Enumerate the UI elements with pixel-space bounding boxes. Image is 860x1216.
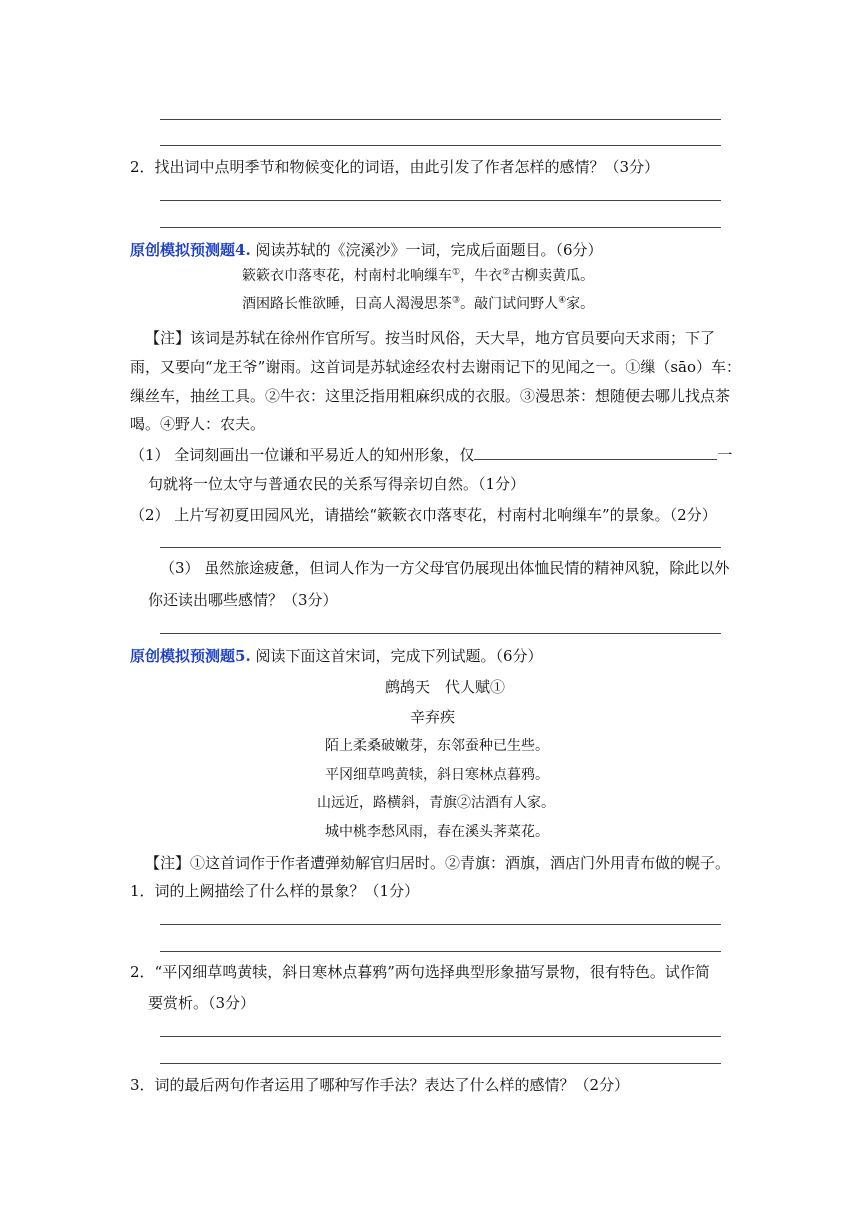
- question-5-3: 3．词的最后两句作者运用了哪种写作手法？表达了什么样的感情？（2分）: [130, 1076, 630, 1094]
- question-5-2: 2．“平冈细草鸣黄犊，斜日寒林点暮鸦”两句选择典型形象描写景物，很有特色。试作简: [130, 963, 710, 981]
- section-5-heading: [130, 646, 543, 666]
- section-5-label: 原创模拟预测题5.: [130, 647, 251, 665]
- poem-text: 古柳卖黄瓜。: [510, 268, 595, 284]
- answer-line[interactable]: [160, 633, 721, 634]
- poem-line: 陌上柔桑破嫩芽，东邻蚕种已生些。: [325, 738, 549, 754]
- answer-line[interactable]: [160, 145, 721, 146]
- poem-line: [242, 294, 594, 314]
- footnote-marker: ②: [502, 267, 511, 278]
- note-line: 缫丝车，抽丝工具。②牛衣：这里泛指用粗麻织成的衣服。③漫思茶：想随便去哪儿找点茶: [130, 387, 731, 405]
- answer-line[interactable]: [160, 951, 721, 952]
- question-4-1-cont: 句就将一位太守与普通农民的关系写得亲切自然。（1分）: [148, 475, 526, 493]
- question-4-2: （2） 上片写初夏田园风光，请描绘“簌簌衣巾落枣花，村南村北响缫车”的景象。（2分）: [130, 506, 717, 524]
- poem-line: 城中桃李愁风雨，春在溪头荠菜花。: [325, 824, 549, 840]
- question-4-1: [130, 445, 732, 465]
- question-5-1: 1．词的上阙描绘了什么样的景象？（1分）: [130, 882, 420, 900]
- poem-line: [242, 266, 594, 286]
- section-4-intro: 阅读苏轼的《浣溪沙》一词，完成后面题目。（6分）: [255, 241, 603, 259]
- section-4-label: 原创模拟预测题4.: [130, 241, 251, 259]
- answer-line[interactable]: [160, 547, 721, 548]
- poem-line: 平冈细草鸣黄犊，斜日寒林点暮鸦。: [325, 767, 549, 783]
- answer-line[interactable]: [160, 200, 721, 201]
- question-text: 一: [717, 446, 733, 464]
- section-4-heading: [130, 240, 603, 260]
- note-line: 喝。④野人：农夫。: [130, 415, 266, 433]
- answer-line[interactable]: [160, 924, 721, 925]
- question-5-2-cont: 要赏析。（3分）: [148, 994, 256, 1012]
- question-2-prev: 2．找出词中点明季节和物候变化的词语，由此引发了作者怎样的感情？（3分）: [130, 158, 660, 176]
- poem-title: 鹧鸪天 代人赋①: [385, 678, 506, 696]
- footnote-marker: ①: [452, 267, 461, 278]
- answer-line[interactable]: [160, 1063, 721, 1064]
- question-4-3: （3） 虽然旅途疲惫，但词人作为一方父母官仍展现出体恤民情的精神风貌，除此以外: [160, 559, 730, 577]
- note-line: 【注】①这首词作于作者遭弹劾解官归居时。②青旗：酒旗，酒店门外用青布做的幌子。: [145, 854, 731, 872]
- poem-text: 酒困路长惟欲睡，日高人渴漫思茶: [242, 296, 452, 312]
- answer-line[interactable]: [160, 119, 721, 120]
- answer-line[interactable]: [160, 227, 721, 228]
- answer-line[interactable]: [160, 1036, 721, 1037]
- poem-line: 山远近，路横斜，青旗②沽酒有人家。: [317, 795, 555, 811]
- poem-text: 簌簌衣巾落枣花，村南村北响缫车: [242, 268, 452, 284]
- poem-text: 。敲门试问野人: [460, 296, 559, 312]
- question-4-3-cont: 你还读出哪些感情？（3分）: [148, 591, 338, 609]
- note-line: 【注】该词是苏轼在徐州作官所写。按当时风俗，天大旱，地方官员要向天求雨；下了: [145, 329, 716, 347]
- fill-in-blank[interactable]: [474, 445, 717, 460]
- poem-text: 家。: [566, 296, 595, 312]
- note-line: 雨，又要向“龙王爷”谢雨。这首词是苏轼途经农村去谢雨记下的见闻之一。①缫（sāo）车：: [130, 358, 742, 376]
- footnote-marker: ④: [558, 295, 567, 306]
- poem-author: 辛弃疾: [410, 708, 456, 726]
- section-5-intro: 阅读下面这首宋词，完成下列试题。（6分）: [255, 647, 543, 665]
- footnote-marker: ③: [452, 295, 461, 306]
- question-text: （1） 全词刻画出一位谦和平易近人的知州形象，仅: [130, 446, 475, 464]
- poem-text: ，牛衣: [460, 268, 503, 284]
